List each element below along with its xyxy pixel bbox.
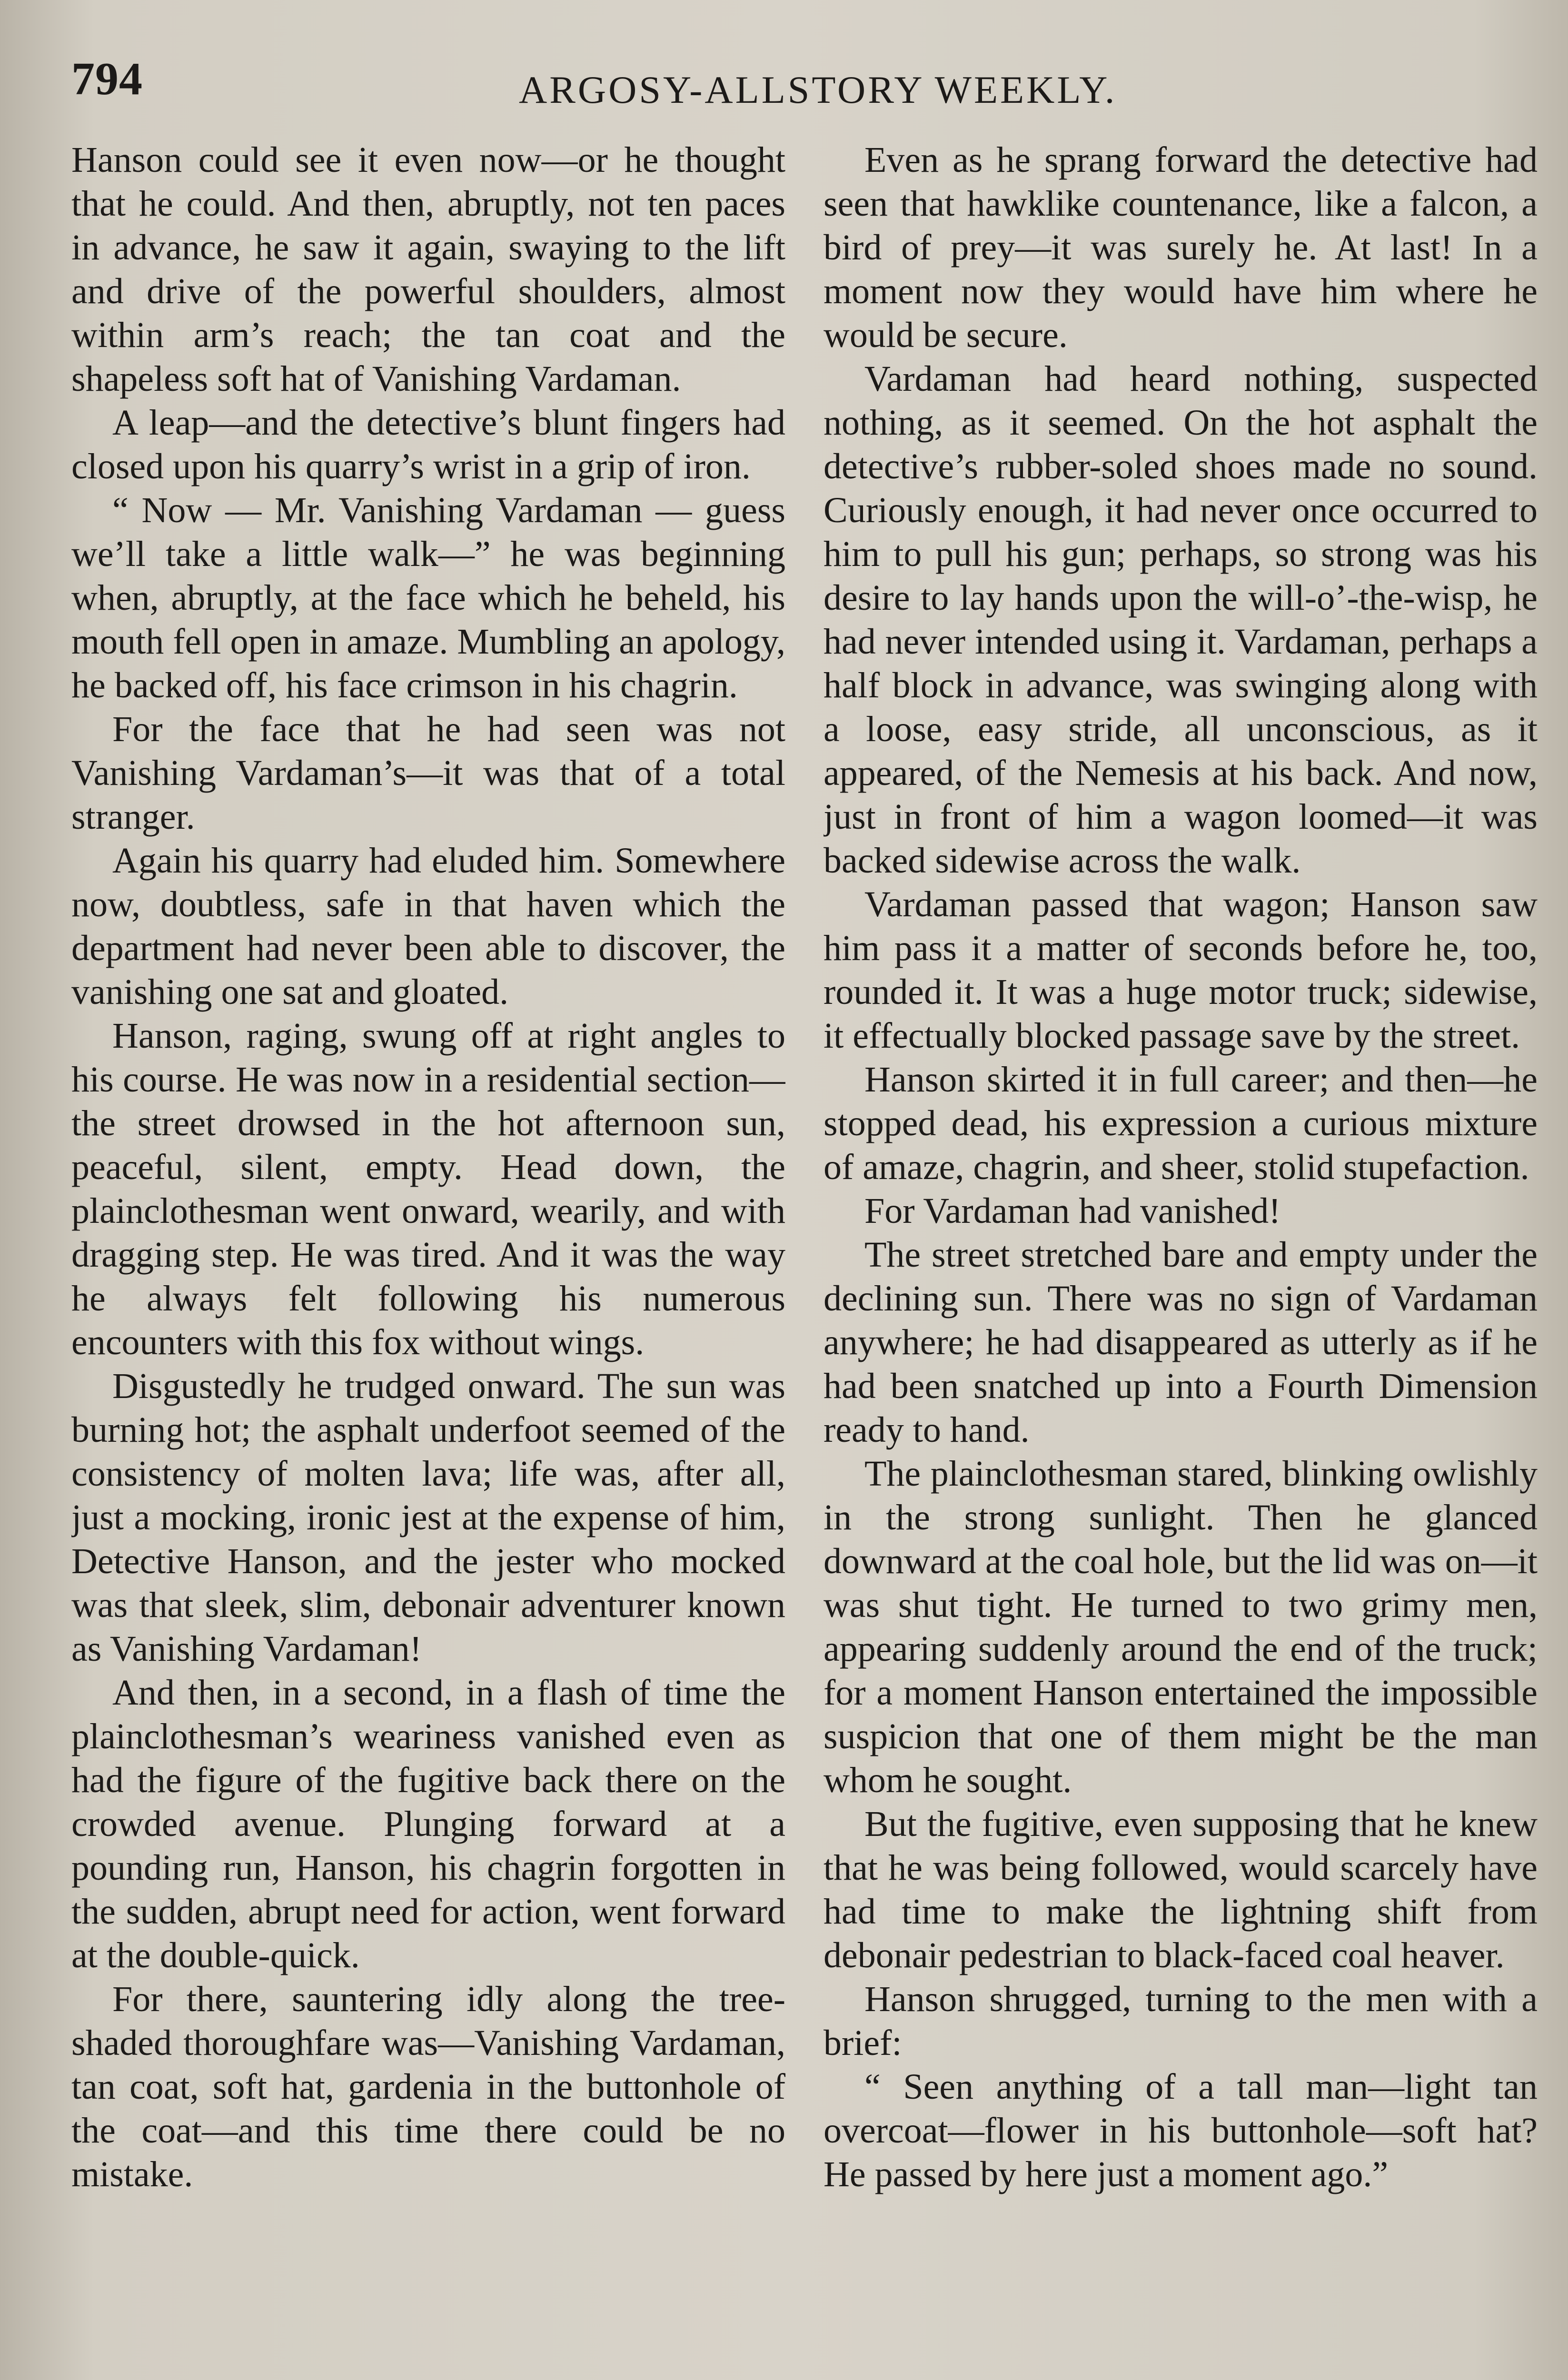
paragraph: But the fugitive, even supposing that he knew that he was being followed, would scarcely have had time to make the lightning shift from debonair pedestrian to black-faced coal heaver. [824, 1804, 1538, 1975]
paragraph: Hanson, raging, swung off at right angles to his course. He was now in a residential section—the street drowsed in the hot afternoon sun, peaceful, silent, empty. Head down, the plainclothesman went onward, wearily, and with dragging step. He was tired. And it was the way he always felt following his numerous encounters with this fox without wings. [71, 1016, 785, 1362]
paragraph: Vardaman passed that wagon; Hanson saw him pass it a matter of seconds before he, too, rounded it. It was a huge motor truck; sidewise, it effectually blocked passage save by the street. [824, 884, 1538, 1056]
page-number: 794 [71, 53, 143, 105]
paragraph: Even as he sprang forward the detective had seen that hawklike countenance, like a falcon, a bird of prey—it was surely he. At last! In a moment now they would have him where he would be secure. [824, 140, 1538, 355]
paragraph: “ Now — Mr. Vanishing Vardaman — guess we’ll take a little walk—” he was beginning when, abruptly, at the face which he beheld, his mouth fell open in amaze. Mumbling an apology, he backed off, his face crimson in his chagrin. [71, 490, 785, 705]
paragraph: Hanson skirted it in full career; and then—he stopped dead, his expression a curious mixture of amaze, chagrin, and sheer, stolid stupefaction. [824, 1060, 1538, 1187]
paragraph: For the face that he had seen was not Vanishing Vardaman’s—it was that of a total stranger. [71, 709, 785, 837]
page-header [71, 52, 1509, 124]
right-column [824, 138, 1538, 2380]
paragraph: For there, sauntering idly along the tree-shaded thoroughfare was—Vanishing Vardaman, tan coat, soft hat, gardenia in the buttonhole of the coat—and this time there could be no mistake. [71, 1979, 785, 2194]
paragraph: And then, in a second, in a flash of time the plainclothesman’s weariness vanished even as had the figure of the fugitive back there on the crowded avenue. Plunging forward at a pounding run, Hanson, his chagrin forgotten in the sudden, abrupt need for action, went forward at the double-quick. [71, 1673, 785, 1975]
running-head: ARGOSY-ALLSTORY WEEKLY. [519, 68, 1117, 111]
paragraph: “ Seen anything of a tall man—light tan overcoat—flower in his buttonhole—soft hat? He passed by here just a moment ago.” [824, 2067, 1538, 2194]
paragraph: The street stretched bare and empty under the declining sun. There was no sign of Vardaman anywhere; he had disappeared as utterly as if he had been snatched up into a Fourth Dimension ready to hand. [824, 1235, 1538, 1450]
paragraph: Again his quarry had eluded him. Somewhere now, doubtless, safe in that haven which the department had never been able to discover, the vanishing one sat and gloated. [71, 841, 785, 1012]
paragraph: Vardaman had heard nothing, suspected nothing, as it seemed. On the hot asphalt the detective’s rubber-soled shoes made no sound. Curiously enough, it had never once occurred to him to pull his gun; perhaps, so strong was his desire to lay hands upon the will-o’-the-wisp, he had never intended using it. Vardaman, perhaps a half block in advance, was swinging along with a loose, easy stride, all unconscious, as it appeared, of the Nemesis at his back. And now, just in front of him a wagon loomed—it was backed sidewise across the walk. [824, 359, 1538, 881]
paragraph: Hanson could see it even now—or he thought that he could. And then, abruptly, not ten paces in advance, he saw it again, swaying to the lift and drive of the powerful shoulders, almost within arm’s reach; the tan coat and the shapeless soft hat of Vanishing Vardaman. [71, 140, 785, 399]
paragraph: A leap—and the detective’s blunt fingers had closed upon his quarry’s wrist in a grip of iron. [71, 403, 785, 486]
paragraph: Disgustedly he trudged onward. The sun was burning hot; the asphalt underfoot seemed of the consistency of molten lava; life was, after all, just a mocking, ironic jest at the expense of him, Detective Hanson, and the jester who mocked was that sleek, slim, debonair adventurer known as Vanishing Vardaman! [71, 1366, 785, 1669]
paragraph: For Vardaman had vanished! [864, 1191, 1281, 1231]
paragraph: Hanson shrugged, turning to the men with a brief: [824, 1979, 1538, 2063]
left-column [71, 138, 785, 2380]
paragraph: The plainclothesman stared, blinking owlishly in the strong sunlight. Then he glanced downward at the coal hole, but the lid was on—it was shut tight. He turned to two grimy men, appearing suddenly around the end of the truck; for a moment Hanson entertained the impossible suspicion that one of them might be the man whom he sought. [824, 1454, 1538, 1800]
